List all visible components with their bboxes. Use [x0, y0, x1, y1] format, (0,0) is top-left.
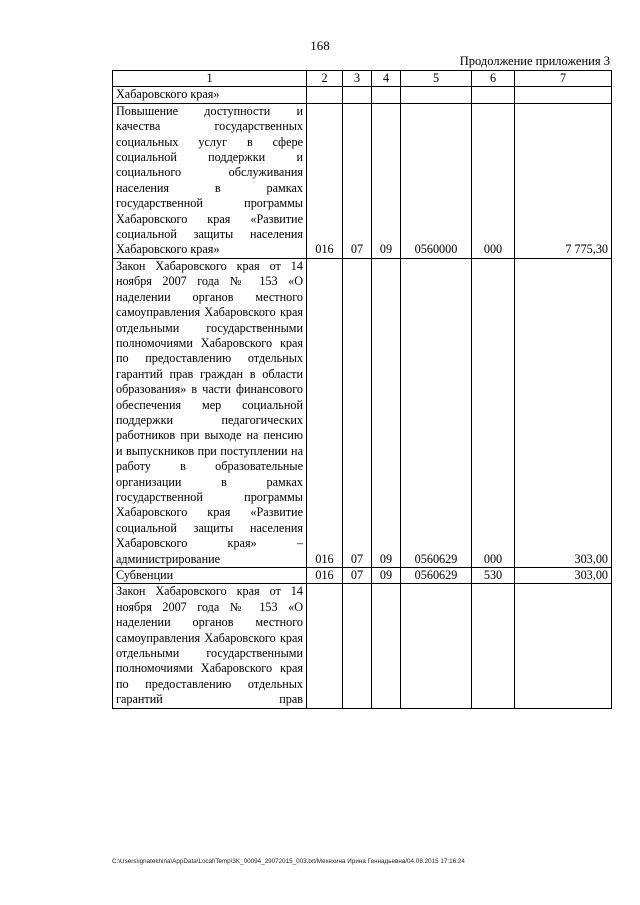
cell-amount: 303,00 — [515, 258, 612, 567]
column-header: 4 — [372, 71, 401, 87]
column-header: 1 — [113, 71, 307, 87]
cell-subsection — [372, 584, 401, 708]
cell-ministry: 016 — [307, 103, 343, 258]
cell-expense-type: 000 — [472, 103, 515, 258]
cell-target-article: 0560629 — [401, 568, 472, 584]
column-header: 2 — [307, 71, 343, 87]
cell-amount — [515, 584, 612, 708]
table-row — [113, 258, 612, 567]
cell-expense-type: 000 — [472, 258, 515, 567]
cell-target-article — [401, 584, 472, 708]
page-number: 168 — [310, 38, 330, 53]
row-name: Повышение доступности и качества государственных социальных услуг в сфере социальной поддержки и социального обслуживания населения в рамках государственной программы Хабаровского края «Развитие социальной защиты населения Хабаровского края» — [113, 103, 307, 258]
cell-subsection: 09 — [372, 568, 401, 584]
cell-expense-type — [472, 87, 515, 103]
cell-section: 07 — [343, 258, 372, 567]
budget-table — [112, 70, 612, 709]
cell-target-article — [401, 87, 472, 103]
appendix-continuation-label: Продолжение приложения 3 — [459, 54, 610, 68]
cell-amount — [515, 87, 612, 103]
cell-amount: 303,00 — [515, 568, 612, 584]
cell-expense-type — [472, 584, 515, 708]
column-header: 7 — [515, 71, 612, 87]
row-name: Закон Хабаровского края от 14 ноября 2007 года № 153 «О наделении органов местного самоуправления Хабаровского края отдельными государственными полномочиями Хабаровского края по предоставлению отдельных гарантий прав — [113, 584, 307, 708]
cell-ministry — [307, 87, 343, 103]
cell-subsection — [372, 87, 401, 103]
table-header-row — [113, 71, 612, 87]
table-row — [113, 87, 612, 103]
row-name: Субвенции — [113, 568, 307, 584]
column-header: 3 — [343, 71, 372, 87]
cell-section: 07 — [343, 568, 372, 584]
cell-amount: 7 775,30 — [515, 103, 612, 258]
cell-section — [343, 584, 372, 708]
row-name: Хабаровского края» — [113, 87, 307, 103]
column-header: 5 — [401, 71, 472, 87]
cell-section — [343, 87, 372, 103]
cell-target-article: 0560629 — [401, 258, 472, 567]
cell-subsection: 09 — [372, 258, 401, 567]
table-row — [113, 584, 612, 708]
table-row — [113, 103, 612, 258]
cell-target-article: 0560000 — [401, 103, 472, 258]
cell-section: 07 — [343, 103, 372, 258]
column-header: 6 — [472, 71, 515, 87]
footer-file-path: C:\Users\ignatekhina\AppData\Local\Temp\3K_00094_29072015_003.txt/Мехехина Ирина Геннадьевна/04.08.2015 17:16:24 — [112, 858, 465, 865]
cell-ministry — [307, 584, 343, 708]
cell-expense-type: 530 — [472, 568, 515, 584]
cell-ministry: 016 — [307, 258, 343, 567]
cell-subsection: 09 — [372, 103, 401, 258]
table-row — [113, 568, 612, 584]
row-name: Закон Хабаровского края от 14 ноября 2007 года № 153 «О наделении органов местного самоуправления Хабаровского края отдельными государственными полномочиями Хабаровского края по предоставлению отдельных гарантий прав граждан в области образования» в части финансового обеспечения мер социальной поддержки педагогических работников при выходе на пенсию и выпускников при поступлении на работу в образовательные организации в рамках государственной программы Хабаровского края «Развитие социальной защиты населения Хабаровского края» – администрирование — [113, 258, 307, 567]
cell-ministry: 016 — [307, 568, 343, 584]
